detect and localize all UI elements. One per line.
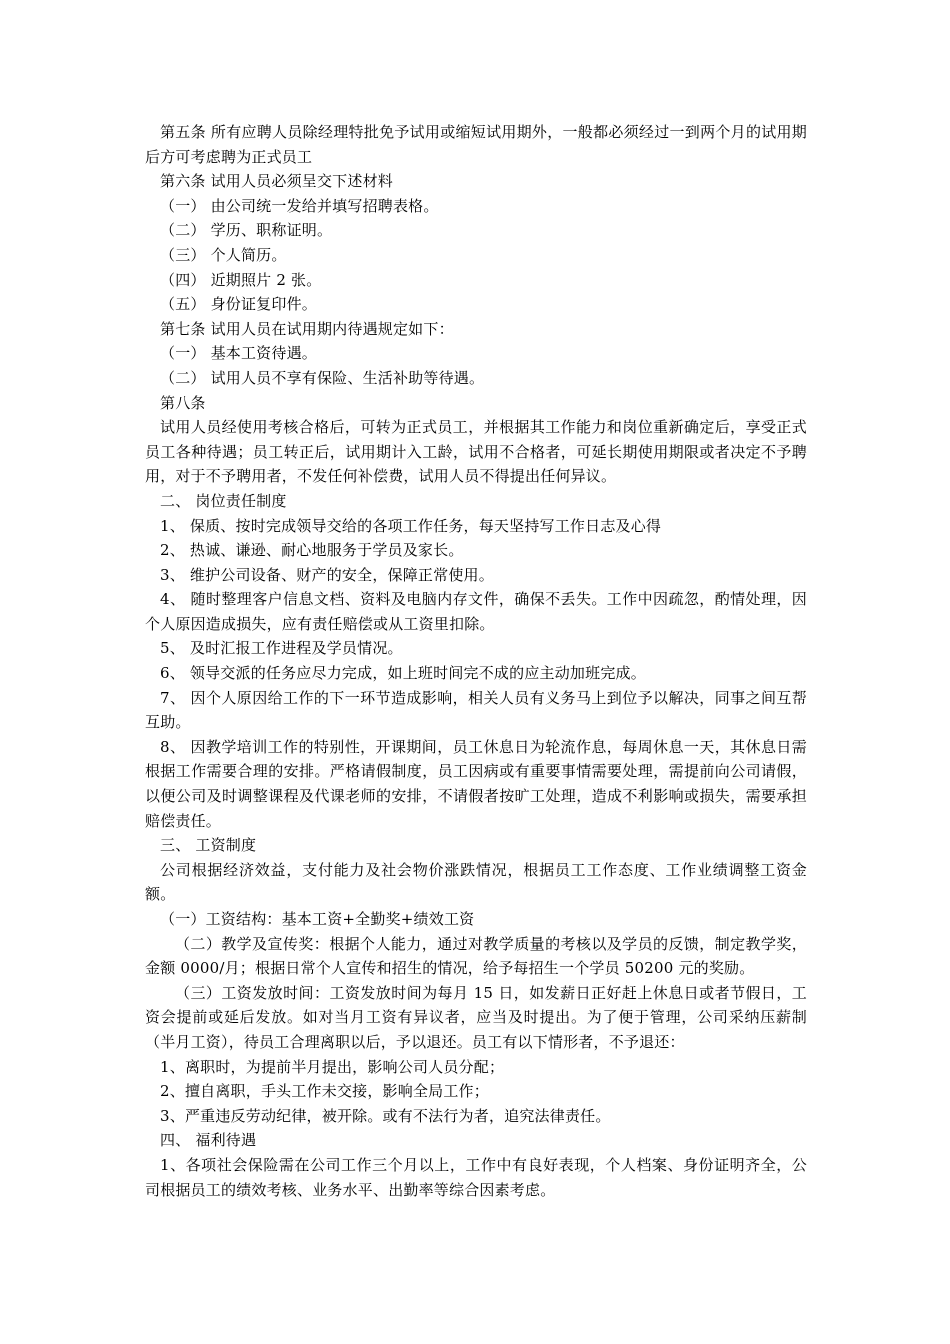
list-item: （五） 身份证复印件。 [160,295,317,314]
list-item: （二）教学及宣传奖：根据个人能力，通过对教学质量的考核以及学员的反馈，制定教学奖，金额 0000/月；根据日常个人宣传和招生的情况，给予每招生一个学员 50200 元的奖励。 [145,934,807,978]
list-item: （四） 近期照片 2 张。 [160,270,322,289]
section-heading: 四、 福利待遇 [160,1131,257,1150]
list-item: （二） 学历、职称证明。 [160,221,333,240]
list-item: （二） 试用人员不享有保险、生活补助等待遇。 [160,368,485,387]
list-item: 1、 保质、按时完成领导交给的各项工作任务，每天坚持写工作日志及心得 [160,516,662,535]
document-body [145,120,807,1202]
list-item: 2、擅自离职，手头工作未交接，影响全局工作； [160,1082,489,1101]
list-item: 6、 领导交派的任务应尽力完成，如上班时间完不成的应主动加班完成。 [160,664,646,683]
paragraph: 第六条 试用人员必须呈交下述材料 [160,172,393,191]
list-item: （一） 基本工资待遇。 [160,344,317,363]
list-item: 1、各项社会保险需在公司工作三个月以上，工作中有良好表现，个人档案、身份证明齐全，公司根据员工的绩效考核、业务水平、出勤率等综合因素考虑。 [145,1155,807,1199]
list-item: （三） 个人简历。 [160,245,287,264]
list-item: 2、 热诚、谦逊、耐心地服务于学员及家长。 [160,541,464,560]
list-item: 3、严重违反劳动纪律，被开除。或有不法行为者，追究法律责任。 [160,1106,611,1125]
list-item: 5、 及时汇报工作进程及学员情况。 [160,639,403,658]
list-item: 1、离职时，为提前半月提出，影响公司人员分配； [160,1057,505,1076]
paragraph: 第五条 所有应聘人员除经理特批免予试用或缩短试用期外，一般都必须经过一到两个月的试用期后方可考虑聘为正式员工 [145,123,807,166]
list-item: （一）工资结构：基本工资+全勤奖+绩效工资 [160,910,475,928]
list-item: 4、 随时整理客户信息文档、资料及电脑内存文件，确保不丢失。工作中因疏忽，酌情处理，因个人原因造成损失，应有责任赔偿或从工资里扣除。 [145,590,807,633]
paragraph: 第七条 试用人员在试用期内待遇规定如下： [160,319,454,338]
section-heading: 三、 工资制度 [160,836,257,855]
article-heading: 第八条 [160,393,206,412]
list-item: 7、 因个人原因给工作的下一环节造成影响，相关人员有义务马上到位予以解决，同事之间互帮互助。 [145,688,807,732]
list-item: （一） 由公司统一发给并填写招聘表格。 [160,196,439,215]
section-heading: 二、 岗位责任制度 [160,491,287,510]
list-item: 3、 维护公司设备、财产的安全，保障正常使用。 [160,565,494,584]
list-item: 8、 因教学培训工作的特别性，开课期间，员工休息日为轮流作息，每周休息一天，其休息日需根据工作需要合理的安排。严格请假制度，员工因病或有重要事情需要处理，需提前向公司请假，以便公司及时调整课程及代课老师的安排，不请假者按旷工处理，造成不利影响或损失，需要承担赔偿责任。 [145,737,807,830]
paragraph: 试用人员经使用考核合格后，可转为正式员工，并根据其工作能力和岗位重新确定后，享受正式员工各种待遇；员工转正后，试用期计入工龄，试用不合格者，可延长期使用期限或者决定不予聘用，对于不予聘用者，不发任何补偿费，试用人员不得提出任何异议。 [145,418,807,486]
list-item: （三）工资发放时间：工资发放时间为每月 15 日，如发薪日正好赶上休息日或者节假日，工资会提前或延后发放。如对当月工资有异议者，应当及时提出。为了便于管理，公司采纳压薪制（半月工资），待员工合理离职以后，予以退还。员工有以下情形者，不予退还： [145,983,807,1051]
paragraph: 公司根据经济效益，支付能力及社会物价涨跌情况，根据员工工作态度、工作业绩调整工资金额。 [145,860,807,904]
